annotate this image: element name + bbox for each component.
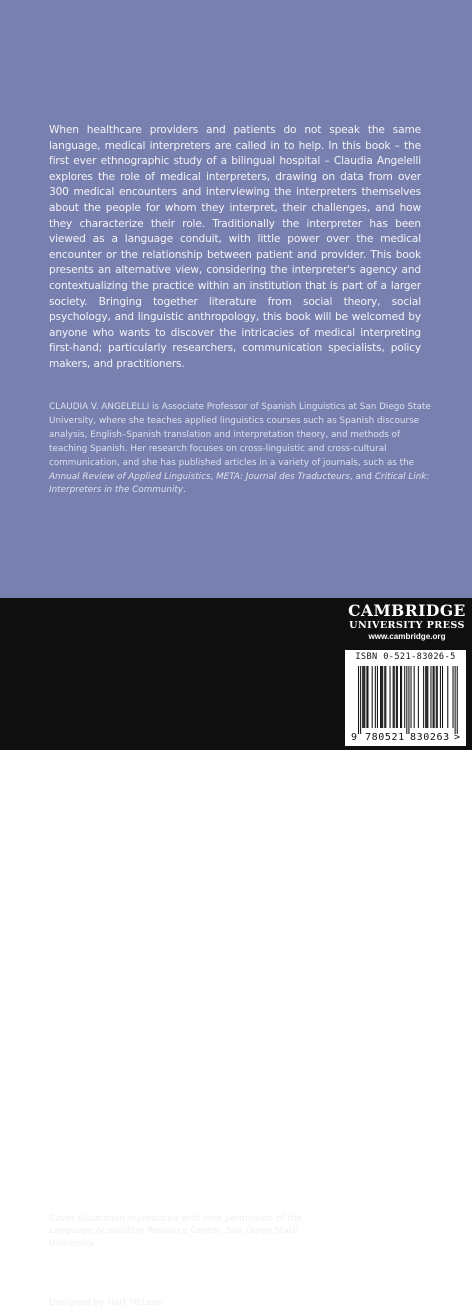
bio-separator: , and bbox=[349, 471, 375, 482]
barcode-bar bbox=[408, 666, 409, 734]
barcode-bar bbox=[406, 666, 407, 734]
upper-panel bbox=[0, 0, 472, 598]
bio-text: CLAUDIA V. ANGELELLI is Associate Professor of Spanish Linguistics at San Diego State University, where she teaches applied linguistics courses such as Spanish discourse analysis, English–Spanish translation and interpretation theory, and methods of teaching Spanish. Her research focuses on cross-linguistic and cross-cultural communication, and she has published articles in a variety of journals, such as the bbox=[49, 402, 431, 468]
barcode-right-digits: 830263 bbox=[410, 732, 450, 742]
barcode-bar bbox=[457, 666, 458, 734]
publisher-subtitle: UNIVERSITY PRESS bbox=[349, 620, 465, 631]
barcode-left-digits: 780521 bbox=[365, 732, 405, 742]
barcode-bar bbox=[404, 666, 405, 728]
barcode-bar bbox=[418, 666, 419, 728]
barcode-first-digit: 9 bbox=[351, 732, 358, 742]
barcode-bar bbox=[433, 666, 434, 728]
barcode-bar bbox=[453, 666, 454, 728]
barcode-bar bbox=[440, 666, 441, 728]
barcode-bar bbox=[414, 666, 415, 728]
barcode-bar bbox=[385, 666, 386, 728]
barcode-bar bbox=[380, 666, 381, 728]
barcode-bar bbox=[425, 666, 426, 728]
isbn-barcode-box bbox=[345, 650, 466, 746]
barcode-bar bbox=[372, 666, 373, 728]
barcode-bar bbox=[396, 666, 397, 728]
barcode-bar bbox=[393, 666, 394, 728]
barcode-bar bbox=[436, 666, 437, 728]
barcode-bar bbox=[366, 666, 367, 728]
barcode-bar bbox=[430, 666, 431, 728]
barcode-bar bbox=[358, 666, 359, 734]
journal-title: META: Journal des Traducteurs bbox=[216, 471, 350, 482]
barcode-bar bbox=[394, 666, 395, 728]
barcode-bar bbox=[411, 666, 412, 728]
barcode-bar bbox=[381, 666, 382, 728]
barcode-bar bbox=[390, 666, 391, 728]
journal-title: Critical Link: Interpreters in the Community bbox=[49, 471, 430, 496]
barcode-bar bbox=[427, 666, 428, 728]
barcode-bar bbox=[434, 666, 435, 728]
barcode-bar bbox=[401, 666, 402, 728]
barcode-bar bbox=[363, 666, 364, 728]
publisher-name: CAMBRIDGE bbox=[348, 601, 466, 620]
author-bio bbox=[49, 401, 439, 498]
barcode-bar bbox=[437, 666, 438, 728]
barcode-icon bbox=[350, 666, 462, 742]
barcode-bar bbox=[442, 666, 443, 728]
barcode-bar bbox=[375, 666, 376, 728]
barcode-bar bbox=[400, 666, 401, 728]
publisher-url: www.cambridge.org bbox=[368, 632, 446, 641]
barcode-bar bbox=[364, 666, 365, 728]
bio-end: . bbox=[183, 485, 186, 496]
barcode-bar bbox=[423, 666, 424, 728]
barcode-bar bbox=[384, 666, 385, 728]
bio-separator: , bbox=[210, 471, 217, 482]
designer-credit: Designed by Hart McLeod bbox=[49, 1298, 164, 1308]
barcode-bar bbox=[382, 666, 383, 728]
book-description: When healthcare providers and patients do not speak the same language, medical interpreters are called in to help. In this book – the first ever ethnographic study of a bilingual hospital – Claudia Angelelli explores the role of medical interpreters, drawing on data from over 300 medical encounters and interviewing the interpreters themselves about the people for whom they interpret, their challenges, and how they characterize their role. Traditionally the interpreter has been viewed as a language conduit, with little power over the medical encounter or the relationship between patient and provider. This book presents an alternative view, considering the interpreter's agency and contextualizing the practice within an institution that is part of a larger society. Bringing together literature from social theory, social psychology, and linguistic anthropology, this book will be welcomed by anyone who wants to discover the intricacies of medical interpreting first-hand; particularly researchers, communication specialists, policy makers, and practitioners. bbox=[49, 124, 421, 370]
journal-title: Annual Review of Applied Linguistics bbox=[49, 471, 211, 482]
barcode-bar bbox=[360, 666, 361, 734]
barcode-bar bbox=[447, 666, 448, 728]
isbn-label: ISBN 0-521-83026-5 bbox=[355, 652, 456, 662]
lower-panel bbox=[0, 598, 472, 1308]
barcode-bar bbox=[426, 666, 427, 728]
barcode-bar bbox=[367, 666, 368, 728]
barcode-bar bbox=[362, 666, 363, 728]
barcode-bar bbox=[397, 666, 398, 728]
cover-illustration-credit: Cover illustration reproduced with kind permission of the Language Acquisition Resource Center, San Diego State University. bbox=[49, 1214, 302, 1249]
barcode-addon-mark: > bbox=[454, 732, 461, 742]
barcode-bar bbox=[377, 666, 378, 728]
barcode-bar bbox=[455, 666, 456, 734]
publisher-logo bbox=[347, 602, 467, 643]
